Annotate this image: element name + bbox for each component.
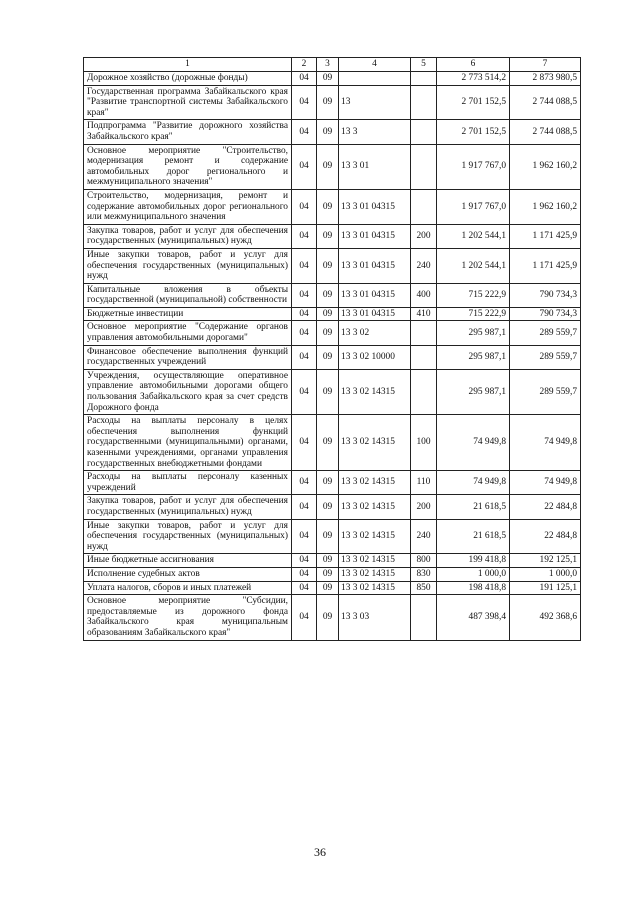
table-row [84, 144, 581, 189]
table-row [84, 554, 581, 568]
amount-year-1-cell: 1 917 767,0 [437, 189, 510, 224]
amount-year-2-cell: 1 962 160,2 [510, 144, 581, 189]
amount-year-1-cell: 2 701 152,5 [437, 85, 510, 120]
target-article-cell: 13 3 01 [339, 144, 411, 189]
section-code-cell: 04 [292, 224, 317, 248]
table-row [84, 189, 581, 224]
amount-year-2-cell: 289 559,7 [510, 369, 581, 414]
amount-year-1-cell: 1 917 767,0 [437, 144, 510, 189]
subsection-code-cell: 09 [317, 120, 339, 144]
column-header: 7 [510, 58, 581, 72]
table-row [84, 595, 581, 640]
amount-year-1-cell: 295 987,1 [437, 321, 510, 345]
amount-year-1-cell: 1 202 544,1 [437, 224, 510, 248]
amount-year-1-cell: 1 000,0 [437, 567, 510, 581]
row-name-cell: Капитальные вложения в объекты государственной (муниципальной) собственности [84, 283, 292, 307]
expense-type-cell [411, 144, 437, 189]
row-name-cell: Расходы на выплаты персоналу казенных учреждений [84, 471, 292, 495]
column-header: 3 [317, 58, 339, 72]
section-code-cell: 04 [292, 189, 317, 224]
subsection-code-cell: 09 [317, 581, 339, 595]
section-code-cell: 04 [292, 554, 317, 568]
target-article-cell: 13 3 01 04315 [339, 224, 411, 248]
amount-year-2-cell: 1 171 425,9 [510, 224, 581, 248]
amount-year-1-cell: 2 701 152,5 [437, 120, 510, 144]
row-name-cell: Закупка товаров, работ и услуг для обеспечения государственных (муниципальных) нужд [84, 224, 292, 248]
row-name-cell: Основное мероприятие "Субсидии, предоставляемые из дорожного фонда Забайкальского края муниципальным образованиям Забайкальского края" [84, 595, 292, 640]
target-article-cell: 13 3 01 04315 [339, 189, 411, 224]
table-row [84, 85, 581, 120]
target-article-cell [339, 72, 411, 86]
row-name-cell: Бюджетные инвестиции [84, 307, 292, 321]
column-header: 6 [437, 58, 510, 72]
table-row [84, 369, 581, 414]
amount-year-1-cell: 21 618,5 [437, 519, 510, 554]
amount-year-2-cell: 74 949,8 [510, 471, 581, 495]
section-code-cell: 04 [292, 369, 317, 414]
section-code-cell: 04 [292, 519, 317, 554]
amount-year-2-cell: 289 559,7 [510, 345, 581, 369]
target-article-cell: 13 3 02 14315 [339, 471, 411, 495]
subsection-code-cell: 09 [317, 307, 339, 321]
table-row [84, 307, 581, 321]
row-name-cell: Расходы на выплаты персоналу в целях обеспечения выполнения функций государственными (муниципальными) органами, казенными учреждениями, органами управления государственных внебюджетными фондами [84, 415, 292, 471]
target-article-cell: 13 3 02 14315 [339, 495, 411, 519]
page-number: 36 [314, 845, 326, 859]
expense-type-cell: 240 [411, 519, 437, 554]
section-code-cell: 04 [292, 321, 317, 345]
row-name-cell: Подпрограмма "Развитие дорожного хозяйства Забайкальского края" [84, 120, 292, 144]
amount-year-2-cell: 2 744 088,5 [510, 120, 581, 144]
amount-year-2-cell: 790 734,3 [510, 307, 581, 321]
subsection-code-cell: 09 [317, 495, 339, 519]
section-code-cell: 04 [292, 495, 317, 519]
table-row [84, 581, 581, 595]
row-name-cell: Дорожное хозяйство (дорожные фонды) [84, 72, 292, 86]
row-name-cell: Уплата налогов, сборов и иных платежей [84, 581, 292, 595]
amount-year-1-cell: 74 949,8 [437, 415, 510, 471]
table-row [84, 415, 581, 471]
section-code-cell: 04 [292, 567, 317, 581]
expense-type-cell: 100 [411, 415, 437, 471]
target-article-cell: 13 3 01 04315 [339, 283, 411, 307]
row-name-cell: Основное мероприятие "Содержание органов управления автомобильными дорогами" [84, 321, 292, 345]
amount-year-1-cell: 198 418,8 [437, 581, 510, 595]
amount-year-2-cell: 22 484,8 [510, 519, 581, 554]
table-row [84, 283, 581, 307]
subsection-code-cell: 09 [317, 369, 339, 414]
row-name-cell: Иные закупки товаров, работ и услуг для обеспечения государственных (муниципальных) нужд [84, 248, 292, 283]
target-article-cell: 13 [339, 85, 411, 120]
column-header: 1 [84, 58, 292, 72]
expense-type-cell: 830 [411, 567, 437, 581]
amount-year-1-cell: 2 773 514,2 [437, 72, 510, 86]
expense-type-cell [411, 85, 437, 120]
amount-year-2-cell: 191 125,1 [510, 581, 581, 595]
column-header: 5 [411, 58, 437, 72]
target-article-cell: 13 3 02 14315 [339, 554, 411, 568]
expense-type-cell: 240 [411, 248, 437, 283]
amount-year-1-cell: 487 398,4 [437, 595, 510, 640]
section-code-cell: 04 [292, 415, 317, 471]
target-article-cell: 13 3 03 [339, 595, 411, 640]
amount-year-1-cell: 1 202 544,1 [437, 248, 510, 283]
expense-type-cell [411, 369, 437, 414]
target-article-cell: 13 3 01 04315 [339, 248, 411, 283]
row-name-cell: Иные закупки товаров, работ и услуг для обеспечения государственных (муниципальных) нужд [84, 519, 292, 554]
subsection-code-cell: 09 [317, 345, 339, 369]
table-header-row [84, 58, 581, 72]
expense-type-cell: 400 [411, 283, 437, 307]
section-code-cell: 04 [292, 471, 317, 495]
expense-type-cell: 410 [411, 307, 437, 321]
amount-year-2-cell: 289 559,7 [510, 321, 581, 345]
row-name-cell: Строительство, модернизация, ремонт и содержание автомобильных дорог регионального или межмуниципального значения [84, 189, 292, 224]
target-article-cell: 13 3 02 14315 [339, 415, 411, 471]
column-header: 4 [339, 58, 411, 72]
row-name-cell: Государственная программа Забайкальского края "Развитие транспортной системы Забайкальского края" [84, 85, 292, 120]
amount-year-2-cell: 192 125,1 [510, 554, 581, 568]
expense-type-cell: 800 [411, 554, 437, 568]
expense-type-cell: 850 [411, 581, 437, 595]
amount-year-2-cell: 1 171 425,9 [510, 248, 581, 283]
table-row [84, 248, 581, 283]
section-code-cell: 04 [292, 345, 317, 369]
section-code-cell: 04 [292, 581, 317, 595]
table-row [84, 224, 581, 248]
table-row [84, 72, 581, 86]
amount-year-2-cell: 22 484,8 [510, 495, 581, 519]
section-code-cell: 04 [292, 595, 317, 640]
section-code-cell: 04 [292, 85, 317, 120]
row-name-cell: Учреждения, осуществляющие оперативное управление автомобильными дорогами общего пользования Забайкальского края за счет средств Дорожного фонда [84, 369, 292, 414]
subsection-code-cell: 09 [317, 595, 339, 640]
section-code-cell: 04 [292, 283, 317, 307]
expense-type-cell [411, 120, 437, 144]
column-header: 2 [292, 58, 317, 72]
target-article-cell: 13 3 02 14315 [339, 519, 411, 554]
amount-year-2-cell: 790 734,3 [510, 283, 581, 307]
amount-year-1-cell: 295 987,1 [437, 345, 510, 369]
subsection-code-cell: 09 [317, 144, 339, 189]
row-name-cell: Иные бюджетные ассигнования [84, 554, 292, 568]
section-code-cell: 04 [292, 120, 317, 144]
subsection-code-cell: 09 [317, 283, 339, 307]
row-name-cell: Исполнение судебных актов [84, 567, 292, 581]
subsection-code-cell: 09 [317, 224, 339, 248]
subsection-code-cell: 09 [317, 519, 339, 554]
row-name-cell: Финансовое обеспечение выполнения функций государственных учреждений [84, 345, 292, 369]
section-code-cell: 04 [292, 144, 317, 189]
section-code-cell: 04 [292, 307, 317, 321]
amount-year-2-cell: 492 368,6 [510, 595, 581, 640]
amount-year-1-cell: 21 618,5 [437, 495, 510, 519]
table-row [84, 345, 581, 369]
table-row [84, 120, 581, 144]
target-article-cell: 13 3 [339, 120, 411, 144]
amount-year-1-cell: 715 222,9 [437, 283, 510, 307]
expense-type-cell [411, 189, 437, 224]
table-row [84, 321, 581, 345]
target-article-cell: 13 3 02 10000 [339, 345, 411, 369]
amount-year-1-cell: 715 222,9 [437, 307, 510, 321]
table-row [84, 495, 581, 519]
amount-year-2-cell: 74 949,8 [510, 415, 581, 471]
table-row [84, 519, 581, 554]
subsection-code-cell: 09 [317, 189, 339, 224]
subsection-code-cell: 09 [317, 248, 339, 283]
section-code-cell: 04 [292, 72, 317, 86]
subsection-code-cell: 09 [317, 321, 339, 345]
amount-year-1-cell: 199 418,8 [437, 554, 510, 568]
subsection-code-cell: 09 [317, 72, 339, 86]
expense-type-cell: 200 [411, 224, 437, 248]
amount-year-2-cell: 1 000,0 [510, 567, 581, 581]
subsection-code-cell: 09 [317, 471, 339, 495]
budget-table [83, 57, 581, 641]
target-article-cell: 13 3 02 14315 [339, 369, 411, 414]
subsection-code-cell: 09 [317, 415, 339, 471]
subsection-code-cell: 09 [317, 554, 339, 568]
target-article-cell: 13 3 01 04315 [339, 307, 411, 321]
section-code-cell: 04 [292, 248, 317, 283]
target-article-cell: 13 3 02 14315 [339, 567, 411, 581]
amount-year-2-cell: 2 744 088,5 [510, 85, 581, 120]
subsection-code-cell: 09 [317, 567, 339, 581]
expense-type-cell: 200 [411, 495, 437, 519]
amount-year-1-cell: 295 987,1 [437, 369, 510, 414]
expense-type-cell [411, 595, 437, 640]
table-row [84, 471, 581, 495]
expense-type-cell [411, 72, 437, 86]
row-name-cell: Закупка товаров, работ и услуг для обеспечения государственных (муниципальных) нужд [84, 495, 292, 519]
table-row [84, 567, 581, 581]
expense-type-cell [411, 345, 437, 369]
target-article-cell: 13 3 02 14315 [339, 581, 411, 595]
amount-year-2-cell: 2 873 980,5 [510, 72, 581, 86]
amount-year-1-cell: 74 949,8 [437, 471, 510, 495]
target-article-cell: 13 3 02 [339, 321, 411, 345]
amount-year-2-cell: 1 962 160,2 [510, 189, 581, 224]
expense-type-cell [411, 321, 437, 345]
expense-type-cell: 110 [411, 471, 437, 495]
subsection-code-cell: 09 [317, 85, 339, 120]
row-name-cell: Основное мероприятие "Строительство, модернизация ремонт и содержание автомобильных дорог регионального и межмуниципального значения" [84, 144, 292, 189]
